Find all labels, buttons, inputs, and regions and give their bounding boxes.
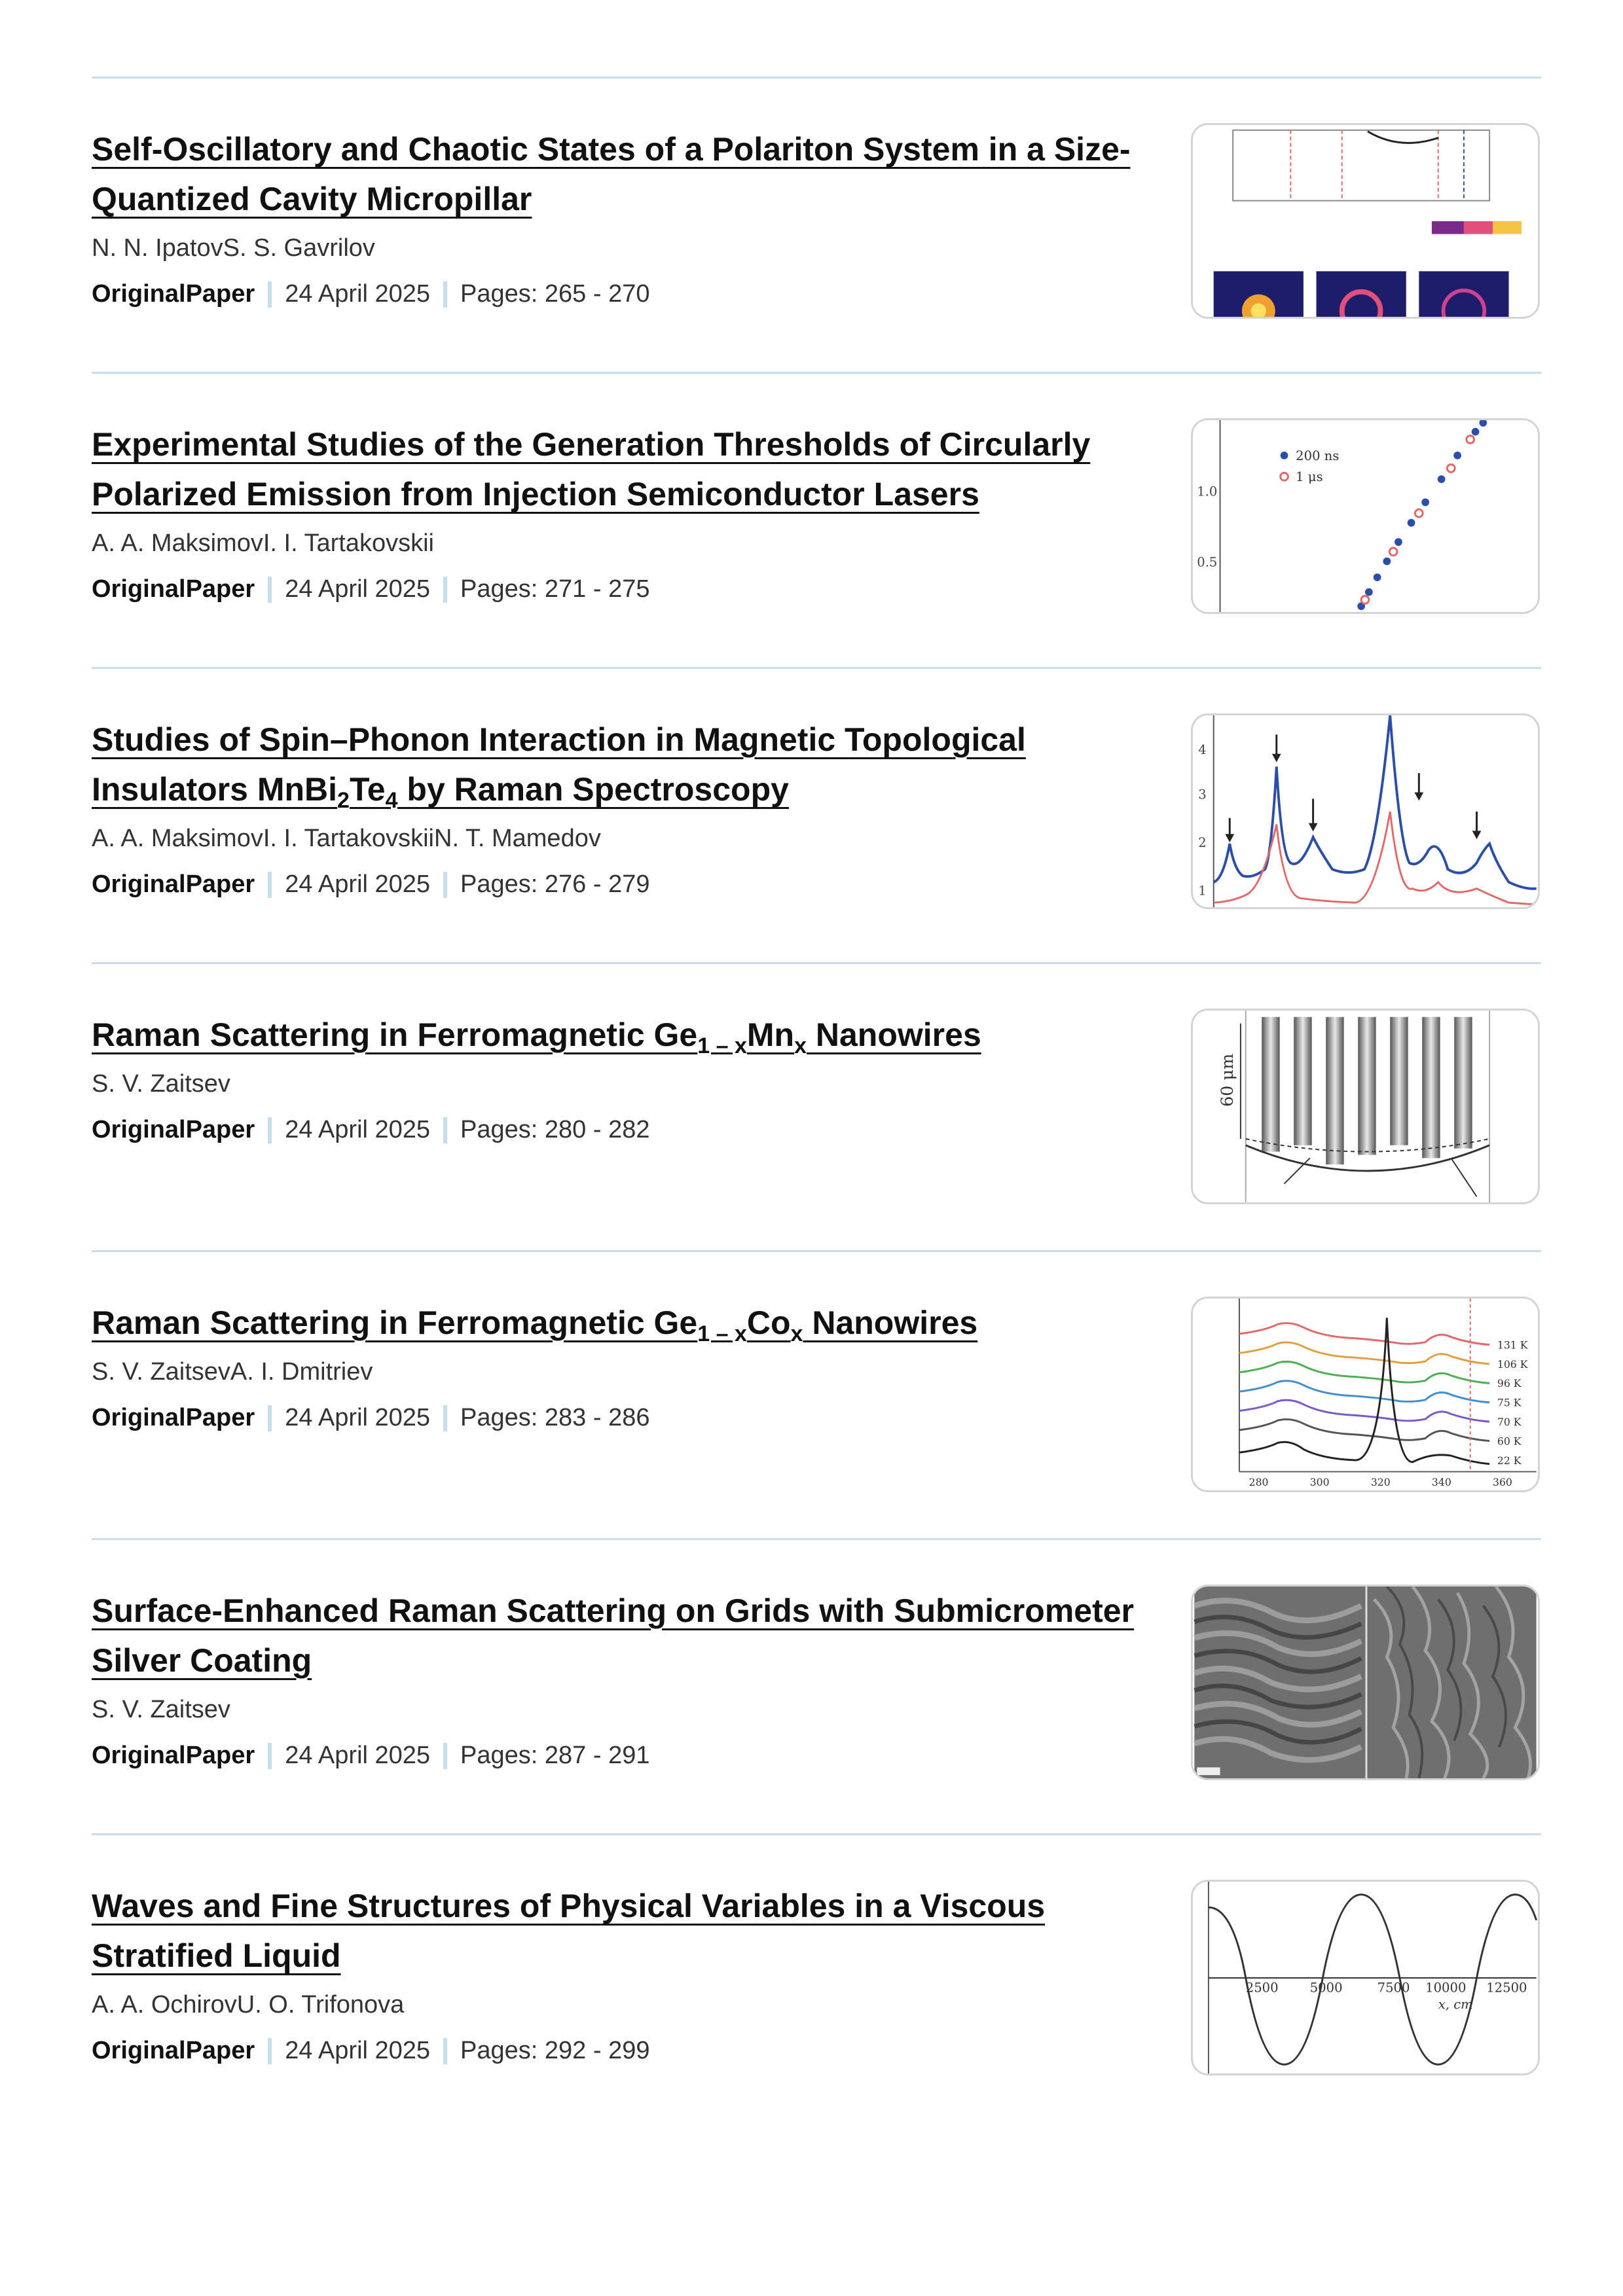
svg-text:5000: 5000 <box>1309 1980 1343 1996</box>
article-pages: Pages: 265 - 270 <box>460 280 650 308</box>
svg-text:7500: 7500 <box>1377 1980 1410 1996</box>
svg-text:22 K: 22 K <box>1497 1454 1522 1467</box>
svg-text:2: 2 <box>1198 834 1207 850</box>
article-list <box>92 77 1541 2130</box>
article-authors: A. A. MaksimovI. I. TartakovskiiN. T. Mamedov <box>92 825 601 852</box>
article-type: OriginalPaper <box>92 280 255 308</box>
svg-text:10000: 10000 <box>1425 1980 1467 1996</box>
meta-separator <box>443 577 447 603</box>
raman-spectrum-thumbnail <box>1193 715 1538 907</box>
article-title <box>92 1010 1139 1071</box>
article-pages: Pages: 287 - 291 <box>460 1742 650 1769</box>
article-thumbnail[interactable] <box>1191 1297 1540 1492</box>
article-authors: A. A. OchirovU. O. Trifonova <box>92 1991 405 2018</box>
svg-text:360: 360 <box>1493 1476 1512 1489</box>
article-title-link[interactable]: Waves and Fine Structures of Physical Variables in a Viscous Stratified Liquid <box>92 1888 1046 1974</box>
article-type: OriginalPaper <box>92 870 255 898</box>
article-title <box>92 124 1139 224</box>
meta-separator <box>268 872 272 898</box>
article-date: 24 April 2025 <box>285 1742 431 1769</box>
article-type: OriginalPaper <box>92 1742 255 1769</box>
article-meta <box>92 1116 1139 1144</box>
threshold-scatter-thumbnail <box>1193 420 1538 612</box>
article-type: OriginalPaper <box>92 2037 255 2064</box>
meta-separator <box>268 1743 272 1769</box>
article-item <box>92 669 1541 964</box>
article-date: 24 April 2025 <box>285 870 431 898</box>
article-item <box>92 964 1541 1252</box>
temperature-spectra-thumbnail <box>1193 1299 1538 1490</box>
meta-separator <box>443 1117 447 1143</box>
svg-text:2500: 2500 <box>1245 1980 1279 1996</box>
article-pages: Pages: 271 - 275 <box>460 575 650 603</box>
article-pages: Pages: 292 - 299 <box>460 2037 650 2064</box>
svg-text:106 K: 106 K <box>1497 1357 1528 1371</box>
meta-separator <box>268 1405 272 1431</box>
article-item <box>92 374 1541 669</box>
article-title-link[interactable]: Experimental Studies of the Generation Thresholds of Circularly Polarized Emission from Injection Semiconductor Lasers <box>92 426 1091 512</box>
tick-label: 1.0 <box>1197 484 1218 499</box>
article-thumbnail[interactable] <box>1191 1880 1540 2075</box>
legend-label: 1 μs <box>1296 469 1323 485</box>
article-authors: N. N. IpatovS. S. Gavrilov <box>92 234 375 262</box>
article-date: 24 April 2025 <box>285 280 431 308</box>
article-meta <box>92 2037 1139 2065</box>
article-type: OriginalPaper <box>92 1404 255 1431</box>
article-meta <box>92 1404 1139 1432</box>
article-type: OriginalPaper <box>92 1116 255 1143</box>
article-thumbnail[interactable] <box>1191 123 1540 319</box>
article-meta <box>92 1742 1139 1770</box>
article-title-link[interactable]: Studies of Spin–Phonon Interaction in Magnetic Topological Insulators $MnBi_2Te_4$ by Raman Spectroscopy <box>92 721 1026 813</box>
article-title <box>92 1881 1139 1981</box>
meta-separator <box>268 577 272 603</box>
svg-text:75 K: 75 K <box>1497 1396 1522 1409</box>
article-title-link[interactable]: Raman Scattering in Ferromagnetic $Ge_{1 - x}Mn_x$ Nanowires <box>92 1016 981 1058</box>
svg-text:340: 340 <box>1431 1476 1451 1489</box>
height-label: 60 μm <box>1218 1053 1238 1107</box>
sem-micrograph-thumbnail <box>1193 1587 1538 1778</box>
article-item <box>92 1252 1541 1540</box>
article-authors: A. A. MaksimovI. I. Tartakovskii <box>92 529 435 557</box>
article-pages: Pages: 283 - 286 <box>460 1404 650 1431</box>
article-date: 24 April 2025 <box>285 1404 431 1431</box>
meta-separator <box>443 2038 447 2064</box>
article-date: 24 April 2025 <box>285 575 431 603</box>
article-meta <box>92 280 1139 308</box>
meta-separator <box>268 1117 272 1143</box>
svg-text:1: 1 <box>1198 883 1207 899</box>
svg-text:300: 300 <box>1309 1476 1330 1489</box>
article-thumbnail[interactable] <box>1191 418 1540 614</box>
article-date: 24 April 2025 <box>285 2037 431 2064</box>
article-title <box>92 420 1139 519</box>
article-item <box>92 1835 1541 2130</box>
article-title <box>92 1586 1139 1685</box>
article-meta <box>92 575 1139 603</box>
legend-label: 200 ns <box>1296 448 1340 463</box>
article-thumbnail[interactable] <box>1191 713 1540 909</box>
svg-text:131 K: 131 K <box>1497 1338 1528 1352</box>
article-authors: S. V. Zaitsev <box>92 1070 230 1098</box>
sine-wave-thumbnail <box>1193 1882 1538 2073</box>
meta-separator <box>443 1743 447 1769</box>
svg-text:96 K: 96 K <box>1497 1377 1522 1390</box>
svg-text:4: 4 <box>1198 742 1207 757</box>
article-thumbnail[interactable] <box>1191 1585 1540 1780</box>
tick-label: 0.5 <box>1197 554 1218 570</box>
svg-text:320: 320 <box>1370 1476 1391 1489</box>
svg-text:3: 3 <box>1198 787 1207 802</box>
svg-text:x, cm: x, cm <box>1438 1997 1473 2013</box>
article-meta <box>92 870 1139 899</box>
svg-text:12500: 12500 <box>1486 1980 1527 1996</box>
svg-text:280: 280 <box>1249 1476 1269 1489</box>
meta-separator <box>443 872 447 898</box>
article-type: OriginalPaper <box>92 575 255 603</box>
meta-separator <box>268 281 272 308</box>
nanowire-diagram-thumbnail <box>1193 1011 1538 1202</box>
meta-separator <box>268 2038 272 2064</box>
article-pages: Pages: 280 - 282 <box>460 1116 650 1143</box>
polariton-figure-thumbnail <box>1193 125 1538 317</box>
article-title-link[interactable]: Surface-Enhanced Raman Scattering on Grids with Submicrometer Silver Coating <box>92 1592 1135 1679</box>
svg-text:70 K: 70 K <box>1497 1416 1522 1429</box>
article-date: 24 April 2025 <box>285 1116 431 1143</box>
article-item <box>92 79 1541 374</box>
article-authors: S. V. Zaitsev <box>92 1696 230 1723</box>
article-item <box>92 1540 1541 1835</box>
article-authors: S. V. ZaitsevA. I. Dmitriev <box>92 1358 373 1386</box>
meta-separator <box>443 1405 447 1431</box>
article-title <box>92 715 1139 825</box>
article-thumbnail[interactable] <box>1191 1009 1540 1204</box>
svg-text:60 K: 60 K <box>1497 1435 1522 1448</box>
article-title-link[interactable]: Self-Oscillatory and Chaotic States of a Polariton System in a Size-Quantized Cavity Micropillar <box>92 131 1131 217</box>
article-pages: Pages: 276 - 279 <box>460 870 650 898</box>
meta-separator <box>443 281 447 308</box>
article-title <box>92 1298 1139 1359</box>
article-title-link[interactable]: Raman Scattering in Ferromagnetic $Ge_{1 - x}Co_x$ Nanowires <box>92 1304 978 1346</box>
